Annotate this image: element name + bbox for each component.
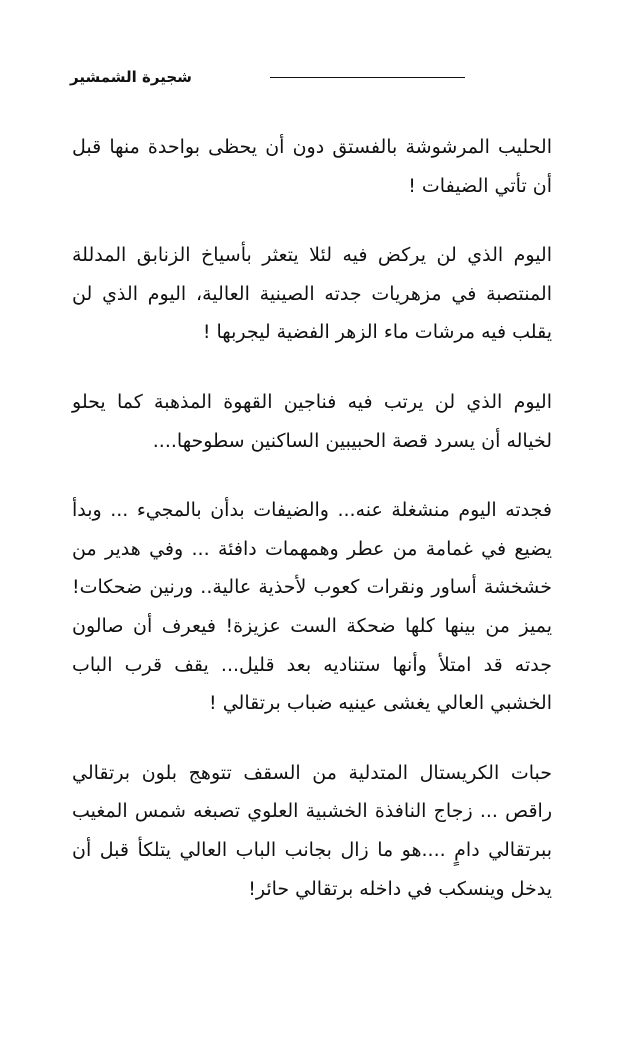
header-rule <box>270 77 465 78</box>
paragraph: فجدته اليوم منشغلة عنه... والضيفات بدأن بالمجيء ... وبدأ يضيع في غمامة من عطر وهمهمات دافئة ... وفي هدير من خشخشة أساور ونقرات كعوب لأحذية عالية.. ورنين ضحكات! يميز من بينها كلها ضحكة الست عزيزة! فيعرف أن صالون جدته قد امتلأ وأنها ستناديه بعد قليل... يقف قرب الباب الخشبي العالي يغشى عينيه ضباب برتقالي ! <box>72 499 552 715</box>
paragraph: اليوم الذي لن يركض فيه لئلا يتعثر بأسياخ الزنابق المدللة المنتصبة في مزهريات جدته الصينية العالية، اليوم الذي لن يقلب فيه مرشات ماء الزهر الفضية ليجربها ! <box>72 244 552 344</box>
paragraph: الحليب المرشوشة بالفستق دون أن يحظى بواحدة منها قبل أن تأتي الضيفات ! <box>72 136 552 197</box>
body-text <box>72 128 552 939</box>
paragraph: حبات الكريستال المتدلية من السقف تتوهج بلون برتقالي راقص ... زجاج النافذة الخشبية العلوي تصبغه شمس المغيب ببرتقالي دامٍ ....هو ما زال بجانب الباب العالي يتلكأ قبل أن يدخل وينسكب في داخله برتقالي حائر! <box>72 761 552 900</box>
paragraph: اليوم الذي لن يرتب فيه فناجين القهوة المذهبة كما يحلو لخياله أن يسرد قصة الحبيبين الساكنين سطوحها.... <box>72 390 552 452</box>
running-header <box>70 64 465 92</box>
header-title: شجيرة الشمشير <box>70 68 192 86</box>
